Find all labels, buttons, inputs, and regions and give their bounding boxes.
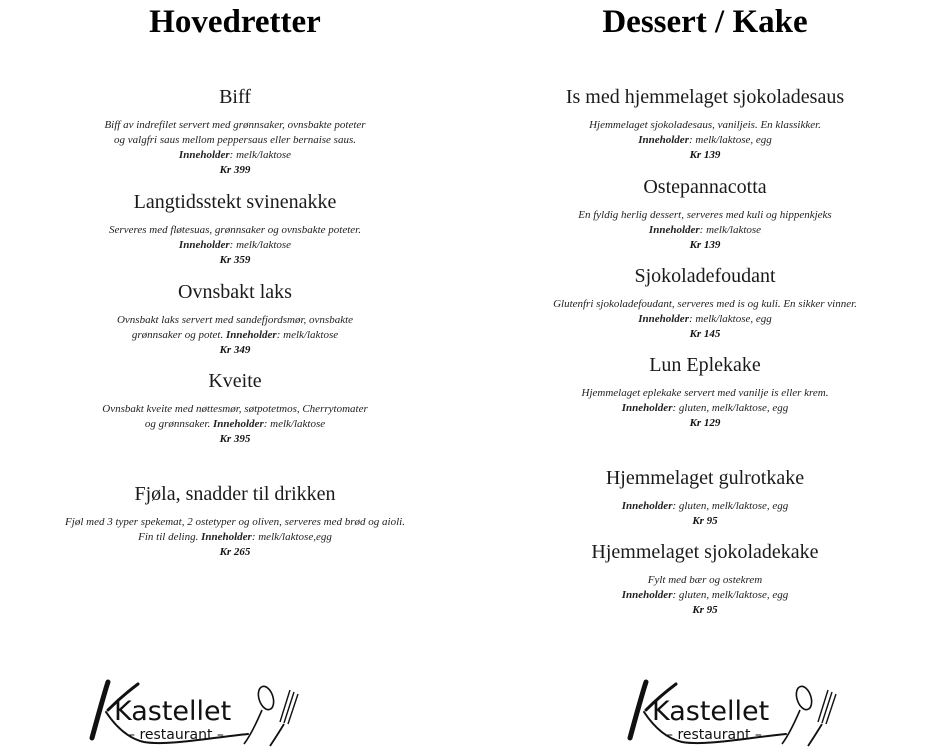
item-price: Kr 359 xyxy=(219,254,251,266)
item-price: Kr 395 xyxy=(219,433,251,445)
item-price: Kr 139 xyxy=(689,239,721,251)
item-name: Hjemmelaget sjokoladekake xyxy=(591,541,819,563)
item-name: Sjokoladefoudant xyxy=(634,265,776,287)
item-price: Kr 95 xyxy=(692,604,718,616)
menu-item xyxy=(470,176,940,253)
section-title-dessert: Dessert / Kake xyxy=(602,4,808,40)
restaurant-logo xyxy=(78,676,318,748)
item-allergens: Inneholder: melk/laktose, egg xyxy=(638,134,772,146)
item-name: Kveite xyxy=(208,370,262,392)
menu-item xyxy=(470,265,940,342)
item-name: Ostepannacotta xyxy=(643,176,767,198)
item-description: Glutenfri sjokoladefoudant, serveres med is og kuli. En sikker vinner. xyxy=(553,298,857,310)
item-name: Langtidsstekt svinenakke xyxy=(133,191,337,213)
item-allergens: Inneholder: gluten, melk/laktose, egg xyxy=(621,589,789,601)
logo-sub-text: – restaurant – xyxy=(128,727,224,743)
menu-item xyxy=(0,281,470,358)
item-name: Fjøla, snadder til drikken xyxy=(134,483,336,505)
menu-item xyxy=(470,354,940,431)
item-description: Ovnsbakt laks servert med sandefjordsmør, ovnsbakte grønnsaker og potet. Inneholder: melk/laktose xyxy=(116,314,354,341)
item-description: En fyldig herlig dessert, serveres med kuli og hippenkjeks xyxy=(578,209,832,221)
item-price: Kr 399 xyxy=(219,164,251,176)
item-name: Lun Eplekake xyxy=(649,354,761,376)
menu-item xyxy=(470,86,940,163)
item-description: Serveres med fløtesuas, grønnsaker og ovnsbakte poteter. xyxy=(109,224,361,236)
item-allergens: Inneholder: gluten, melk/laktose, egg xyxy=(621,500,789,512)
item-price: Kr 95 xyxy=(692,515,718,527)
menu-item xyxy=(0,191,470,268)
item-allergens: Inneholder: melk/laktose xyxy=(178,239,292,251)
menu-item xyxy=(0,483,470,560)
item-price: Kr 145 xyxy=(689,328,721,340)
item-description: Ovnsbakt kveite med nøttesmør, søtpotetmos, Cherrytomater og grønnsaker. Inneholder: melk/laktose xyxy=(102,403,368,430)
item-description: Fjøl med 3 typer spekemat, 2 ostetyper og oliven, serveres med brød og aioli. Fin til deling. Inneholder: melk/laktose,egg xyxy=(65,516,405,543)
item-allergens: Inneholder: melk/laktose xyxy=(648,224,762,236)
item-description: Biff av indrefilet servert med grønnsaker, ovnsbakte poteter og valgfri saus mellom peppersaus eller bernaise saus. xyxy=(104,119,366,146)
item-price: Kr 349 xyxy=(219,344,251,356)
logo-brand-text: Kastellet xyxy=(652,696,770,727)
kastellet-logo-icon xyxy=(616,676,856,748)
item-description: Hjemmelaget eplekake servert med vanilje is eller krem. xyxy=(581,387,829,399)
logo-brand-text: Kastellet xyxy=(114,696,232,727)
right-column xyxy=(470,0,940,754)
item-price: Kr 139 xyxy=(689,149,721,161)
section-title-hovedretter: Hovedretter xyxy=(149,4,321,40)
menu-item xyxy=(470,467,940,529)
restaurant-logo xyxy=(616,676,856,748)
item-allergens: Inneholder: melk/laktose xyxy=(178,149,292,161)
menu-item xyxy=(0,86,470,178)
item-description: Hjemmelaget sjokoladesaus, vaniljeis. En klassikker. xyxy=(589,119,821,131)
item-description: Fylt med bær og ostekrem xyxy=(647,574,763,586)
logo-sub-text: – restaurant – xyxy=(666,727,762,743)
kastellet-logo-icon xyxy=(78,676,318,748)
menu-item xyxy=(0,370,470,447)
item-name: Hjemmelaget gulrotkake xyxy=(605,467,805,489)
item-name: Ovnsbakt laks xyxy=(178,281,292,303)
item-name: Biff xyxy=(219,86,251,108)
menu-item xyxy=(470,541,940,618)
item-name: Is med hjemmelaget sjokoladesaus xyxy=(565,86,845,108)
item-price: Kr 265 xyxy=(219,546,251,558)
item-allergens: Inneholder: gluten, melk/laktose, egg xyxy=(621,402,789,414)
item-allergens: Inneholder: melk/laktose, egg xyxy=(638,313,772,325)
item-price: Kr 129 xyxy=(689,417,721,429)
